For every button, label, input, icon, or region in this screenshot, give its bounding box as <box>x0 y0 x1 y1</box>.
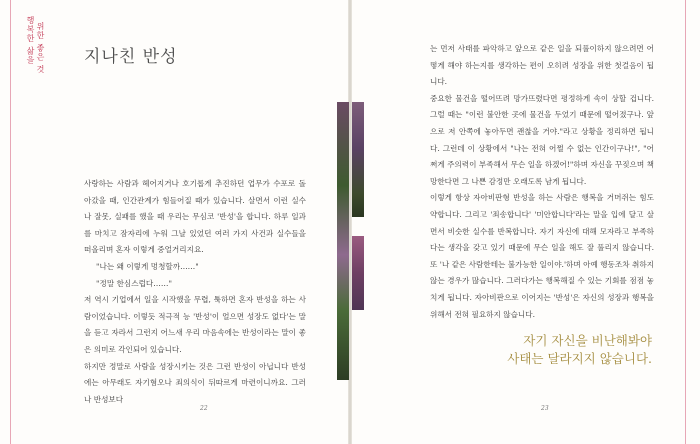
page-number-left: 22 <box>200 405 208 412</box>
paragraph: 저 역시 기업에서 일을 시작했을 무렵, 툭하면 혼자 반성을 하는 사람이었습니다. 이렇듯 적극적 능 '반성'이 얼으면 성장도 없다'는 말을 듣고 자라서 그런지 어느새 우리 마음속에는 반성이라는 말이 좋은 의미로 각인되어 있습니다. <box>84 295 306 354</box>
paragraph: 는 먼저 사태를 파악하고 앞으로 같은 일을 되풀이하지 않으려면 어떻게 해야 하는지를 생각하는 편이 오히려 성장을 위한 첫걸음이 됩니다. <box>430 44 654 87</box>
running-header-line2: 위한 좋은 것 <box>36 22 45 75</box>
flower-photo-right <box>352 102 364 217</box>
right-body-text <box>430 41 654 323</box>
chapter-title: 지나친 반성 <box>84 47 178 67</box>
flower-photo-left <box>337 102 349 380</box>
paragraph: 이렇게 항상 자아비판형 반성을 하는 사람은 행복을 거머쥐는 힘도 약합니다. 그리고 '죄송합니다' '미안합니다'라는 말을 입에 달고 살면서 비슷한 실수를 반복합니다. 자기 자신에 대해 모자라고 부족하다는 생각을 갖고 있기 때문에 무슨 일을 해도 잘 풀리지 않습니다. 또 '나 같은 사람한테는 불가능한 일이야.'하며 아예 행동조차 취하지 않는 경우가 많습니다. 그러다가는 행복해질 수 있는 기회를 점점 놓치게 됩니다. 자아비판으로 이어지는 '반성'은 자신의 성장과 행복을 위해서 전혀 필요하지 않습니다. <box>430 193 654 319</box>
running-header-line1: 행복한 삶을 <box>26 16 35 65</box>
paragraph: 사랑하는 사람과 헤어지거나 호기롭게 추진하던 업무가 수포로 돌아갔을 때, 인간관계가 힘들어질 때가 있습니다. 살면서 이런 실수나 잘못, 실패를 했을 때 우리는 무심코 '반성'을 합니다. 하루 일과를 마치고 잠자리에 누워 그날 있었던 여러 가지 사건과 실수들을 떠올리며 혼자 이렇게 중얼거리지요. <box>84 179 306 255</box>
pull-quote-line1: 자기 자신을 비난해봐야 <box>523 333 652 348</box>
paragraph: 중요한 물건을 떨어뜨려 망가뜨렸다면 평정하게 속이 상할 겁니다. 그럴 때는 "이런 불안한 곳에 물건을 두었기 때문에 떨어졌구나. 앞으로 저 안쪽에 놓아두면 괜찮을 거야."라고 상황을 정리하면 됩니다. 그런데 이 상황에서 "나는 전혀 어쩔 수 없는 인간이구나!", "어쩌게 주의력이 부족해서 무슨 일을 하겠어!"하며 자신을 꾸짖으며 책망한다면 그 나쁜 감정만 오래도록 남게 됩니다. <box>430 93 654 186</box>
pull-quote-line2: 사태는 달라지지 않습니다. <box>507 351 652 366</box>
pull-quote <box>500 332 652 368</box>
quote-line: "나는 왜 이렇게 멍청할까……" <box>96 261 199 271</box>
quote-line: "정말 한심스럽다……" <box>96 278 172 288</box>
left-body-text <box>84 176 306 408</box>
page-number-right: 23 <box>541 405 549 412</box>
paragraph: 하지만 정말로 사람을 성장시키는 것은 그런 반성이 아닙니다 반성에는 아무래도 자기혐오나 죄의식이 뒤따르게 마련이니까요. 그러나 반성보다 <box>84 361 306 404</box>
left-trim-line <box>10 0 11 444</box>
right-trim-line <box>685 0 686 444</box>
flower-photo-right-lower <box>352 236 364 310</box>
